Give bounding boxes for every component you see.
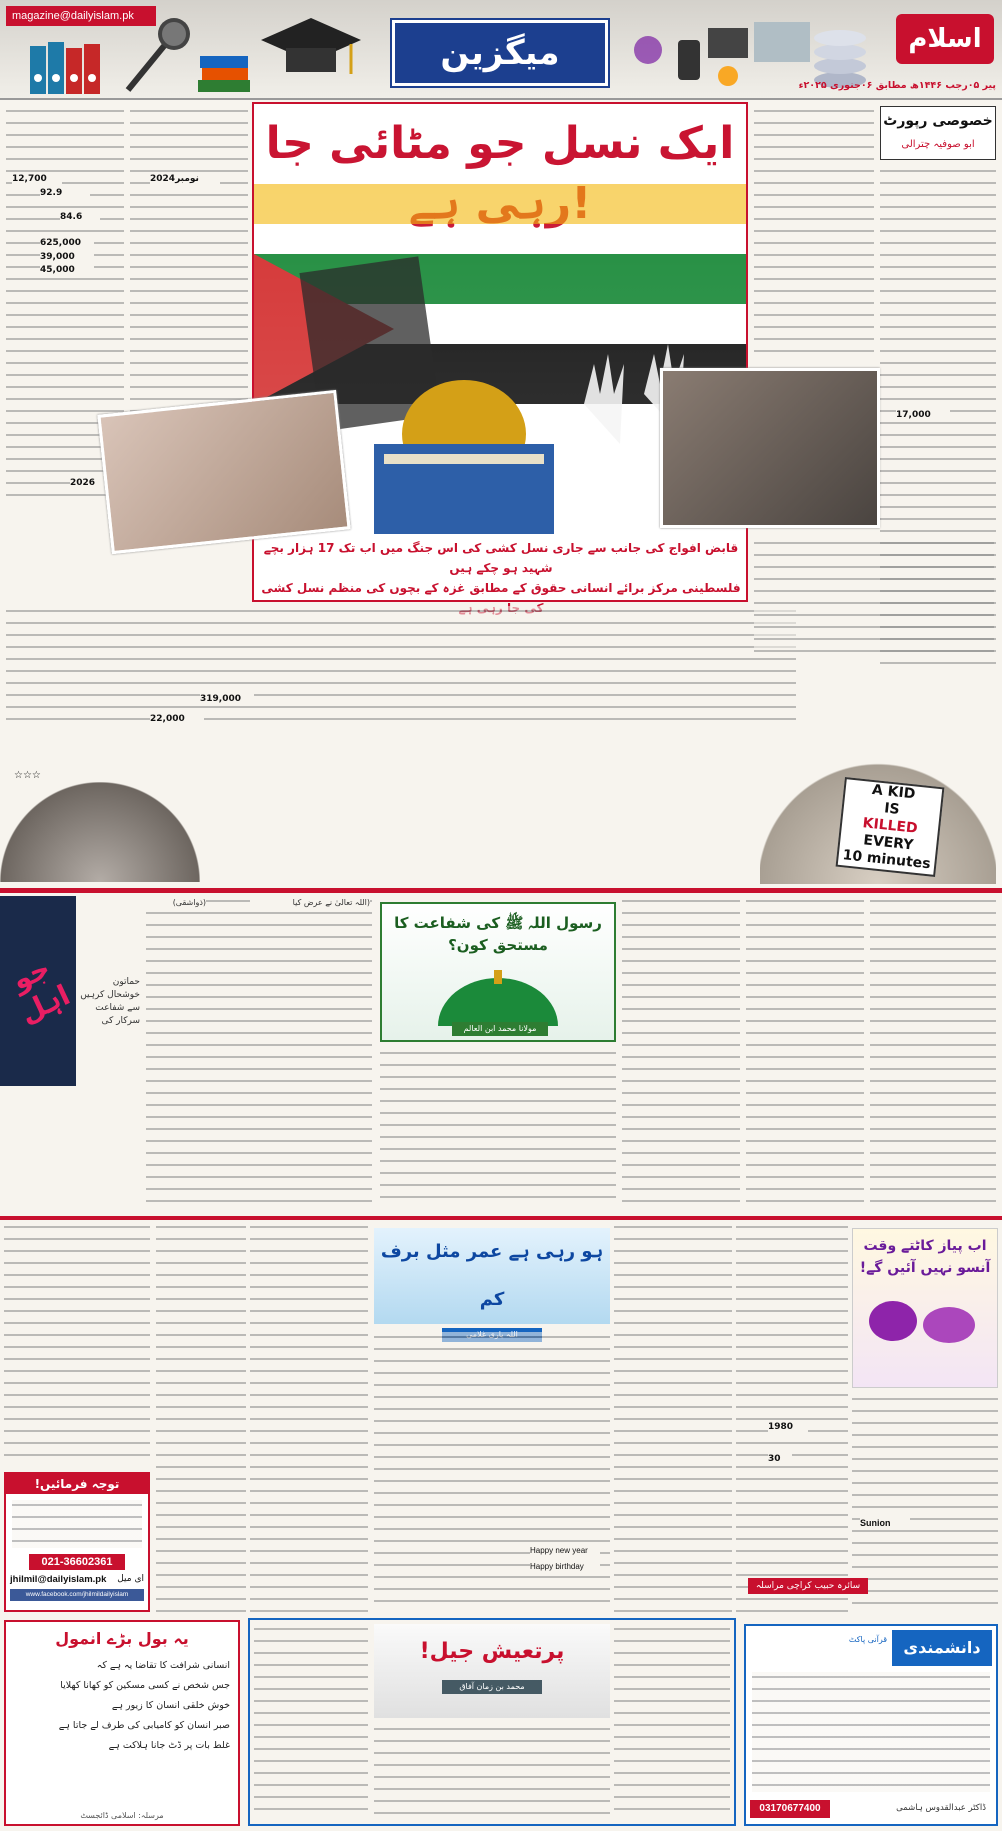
- date-line: پیر ۰۵رجب ۱۴۴۶ھ مطابق ۰۶جنوری ۲۰۲۵ء: [798, 80, 996, 91]
- stat-children-martyred: 17,000: [896, 410, 950, 422]
- jail-author: محمد بن زمان آفاق: [442, 1680, 542, 1694]
- stat-orphans: 45,000: [40, 265, 94, 277]
- sayings-footer: مرسلہ: اسلامی ڈائجسٹ: [80, 1811, 164, 1820]
- wisdom-body: [752, 1672, 990, 1792]
- stars: ☆☆☆: [14, 770, 41, 781]
- stat-killed: 22,000: [150, 714, 204, 726]
- section-divider-2: [0, 1216, 1002, 1220]
- f3-col-mid-2: [614, 1222, 732, 1612]
- poster-line-4: EVERY: [862, 832, 915, 854]
- stat-teachers: 39,000: [40, 252, 94, 264]
- microphone-icon: [118, 10, 198, 96]
- onion-number: 30: [768, 1454, 792, 1466]
- wisdom-side-label: قرآنی پاکٹ: [848, 1635, 888, 1644]
- stat-schools: 12,700: [12, 174, 62, 186]
- onion-year: 1980: [768, 1422, 808, 1434]
- saying-item: جس شخص نے کسی مسکین کو کھانا کھلایا: [60, 1680, 230, 1691]
- poster-unit: minutes: [866, 849, 932, 873]
- f3-col-right-2: [852, 1394, 998, 1612]
- onion-title: اب پیاز کاٹتے وقت آنسو نہیں آئیں گے!: [859, 1238, 991, 1276]
- notice-email-row: [6, 1574, 148, 1585]
- photo-rubble: [660, 368, 880, 528]
- birthday-label-a: Happy new year: [530, 1546, 600, 1558]
- sayings-box: [4, 1620, 240, 1826]
- masthead-email[interactable]: magazine@dailyislam.pk: [6, 6, 156, 26]
- stat-date-ref: نومبر2024: [150, 174, 220, 186]
- notice-title: توجہ فرمائیں!: [6, 1474, 148, 1494]
- poster-line-2: IS: [883, 800, 901, 818]
- green-dome-illustration: [382, 966, 614, 1026]
- protest-sign: [836, 777, 945, 877]
- notice-email-label: ای میل: [117, 1574, 144, 1584]
- feature2-quote-open: (اللہ تعالیٰ نے عرض کیا: [250, 898, 370, 910]
- section-title: میگزین: [440, 33, 560, 73]
- notice-body-filler: [12, 1500, 142, 1548]
- notice-facebook[interactable]: www.facebook.com/jhilmildailyislam: [10, 1589, 144, 1601]
- photo-protest-sign: [760, 762, 996, 884]
- wisdom-title: دانشمندی: [892, 1630, 992, 1666]
- shafaat-banner-title: رسول اللہ ﷺ کی شفاعت کا مستحق کون؟: [394, 914, 602, 954]
- f3-col-left-1: [4, 1222, 150, 1466]
- feature2-col-3: [622, 896, 740, 1208]
- f3-col-right-1: [736, 1222, 848, 1612]
- logo-text: اسلام: [908, 24, 982, 54]
- saying-item: انسانی شرافت کا تقاضا یہ ہے کہ: [96, 1660, 230, 1671]
- shafaat-banner-author: مولانا محمد ابن العالم: [452, 1022, 548, 1036]
- stat-injured: 319,000: [200, 694, 254, 706]
- feature3-section: [0, 1222, 1002, 1831]
- masthead: [0, 0, 1002, 100]
- graduation-cap-icon: [256, 8, 366, 94]
- age-banner: [374, 1228, 610, 1324]
- books-icon: [196, 50, 252, 94]
- section-title-box: [392, 20, 608, 86]
- lead-caption-line2: فلسطینی مرکز برائے انسانی حقوق کے مطابق غزہ کے بچوں کی منظم نسل کشی: [261, 581, 741, 595]
- notice-box: [4, 1472, 150, 1612]
- jail-title: پرتعیش جیل!: [419, 1639, 565, 1664]
- photo-destroyed-buildings: [0, 782, 200, 882]
- report-label: خصوصی رپورٹ: [883, 113, 993, 129]
- coins-icon: [810, 10, 870, 90]
- feature2-col-4: [746, 896, 864, 1208]
- birthday-label-b: Happy birthday: [530, 1562, 600, 1574]
- wisdom-phone[interactable]: 03170677400: [750, 1800, 830, 1818]
- onion-banner: [852, 1228, 998, 1388]
- sayings-list: [6, 1656, 238, 1756]
- report-author: ابو صوفیہ چترالی: [901, 139, 975, 150]
- binders-icon: [30, 38, 110, 94]
- logo-box[interactable]: [896, 14, 994, 64]
- saying-item: خوش خلقی انسان کا زیور ہے: [111, 1700, 230, 1711]
- poster-line-3: KILLED: [861, 815, 919, 837]
- jail-col-2: [374, 1724, 610, 1820]
- notice-phone[interactable]: 021-36602361: [29, 1554, 125, 1570]
- section-divider-1: [0, 888, 1002, 893]
- report-box: [880, 106, 996, 160]
- feature2-section: [0, 896, 1002, 1214]
- lead-section: [0, 102, 1002, 887]
- jail-col-1: [254, 1624, 368, 1820]
- jail-banner: [374, 1624, 610, 1718]
- lead-caption: [258, 538, 744, 598]
- side-title: جو اہل: [6, 951, 76, 1030]
- feature2-col-5: [870, 896, 996, 1208]
- lead-lower-cols: [6, 606, 796, 726]
- wisdom-box: [744, 1624, 998, 1826]
- stat-students: 625,000: [40, 238, 94, 250]
- age-title: ہو رہی ہے عمر مثل برف کم: [380, 1241, 604, 1310]
- feature2-col-2: [380, 1048, 616, 1208]
- lead-lower-right: [754, 538, 994, 658]
- saying-item: غلط بات پر ڈٹ جانا ہلاکت ہے: [108, 1740, 230, 1751]
- onion-brand: Sunion: [860, 1518, 910, 1530]
- wisdom-author: ڈاکٹر عبدالقدوس ہاشمی: [896, 1803, 986, 1813]
- stat-percent-2: 84.6: [60, 212, 100, 224]
- stat-year: 2026: [70, 478, 110, 490]
- feature2-quote-close: (ذواشقی): [146, 898, 206, 910]
- f3-col-left-2: [156, 1222, 246, 1612]
- sayings-title: یہ بول بڑے انمول: [55, 1629, 189, 1648]
- saying-item: صبر انسان کو کامیابی کی طرف لے جاتا ہے: [58, 1720, 230, 1731]
- feature2-side-text: حماتون خوشحال کرہیں سے شفاعت سرکار کی: [80, 977, 140, 1026]
- poster-number: 10: [841, 847, 863, 866]
- poster-line-1: A KID: [871, 781, 917, 803]
- stat-percent: 92.9: [40, 188, 90, 200]
- feature2-col-1: [146, 896, 372, 1208]
- onion-author: سائرہ حبیب کراچی مراسلہ: [748, 1578, 868, 1594]
- photo-babies: [97, 390, 350, 554]
- jail-col-3: [614, 1624, 730, 1820]
- lead-col-right-2: [754, 106, 874, 362]
- notice-email[interactable]: jhilmil@dailyislam.pk: [10, 1574, 107, 1585]
- jhilmil-side-banner: [0, 896, 76, 1086]
- onion-icon: [853, 1285, 999, 1345]
- f3-col-left-3: [250, 1222, 368, 1612]
- shafaat-banner: [380, 902, 616, 1042]
- lead-caption-line1: قابض افواج کی جانب سے جاری نسل کشی کی اس جنگ میں اب تک 17 ہزار بچے شہید ہو چکے ہیں: [263, 541, 739, 575]
